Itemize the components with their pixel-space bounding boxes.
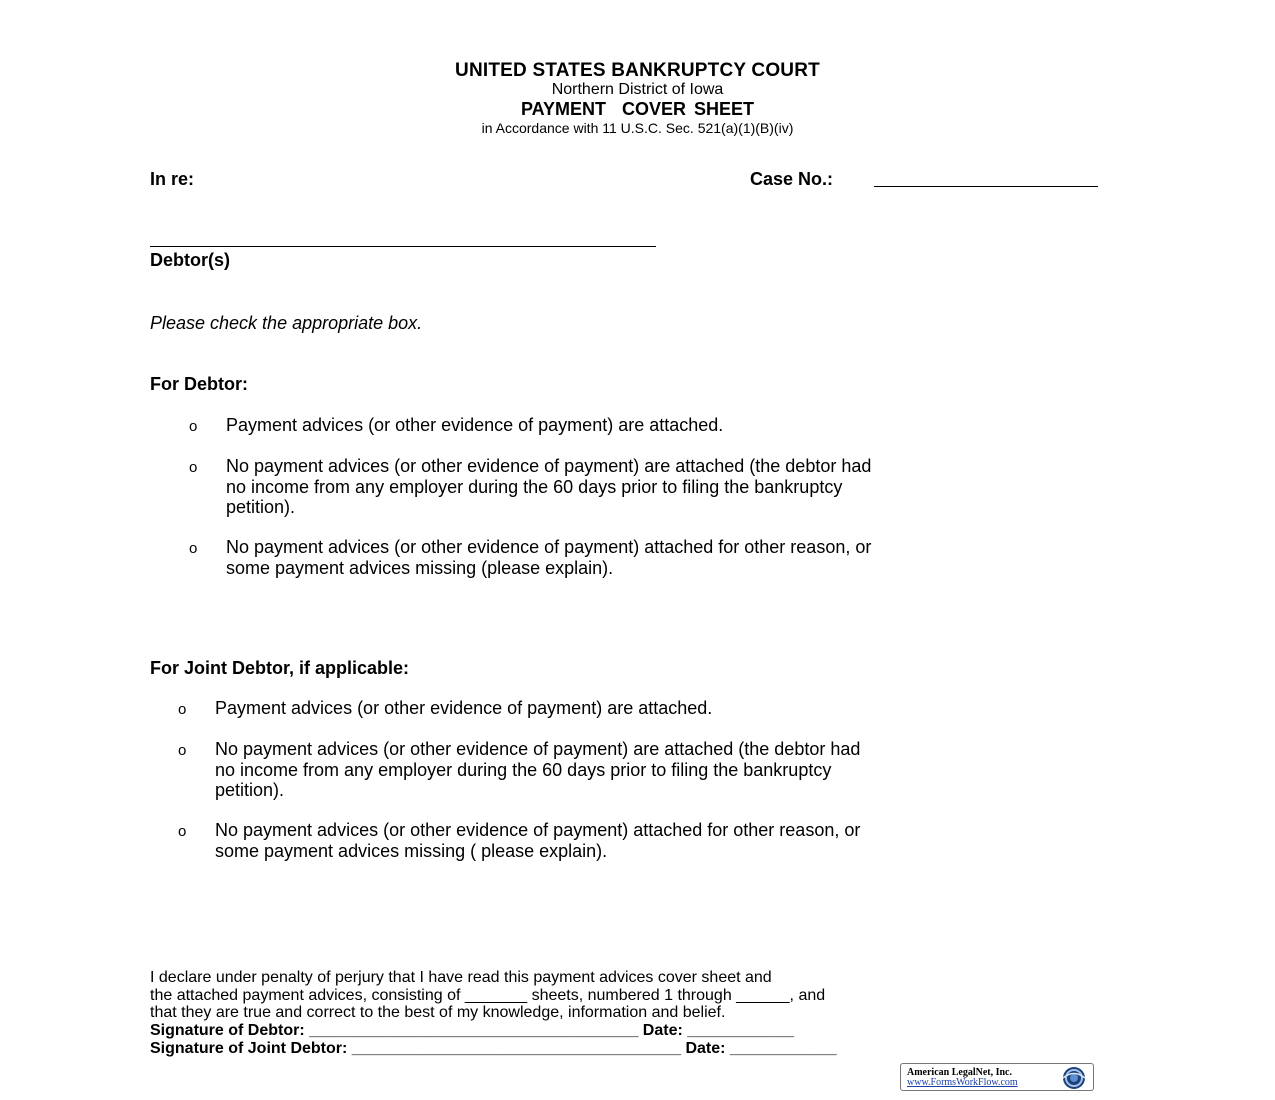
declaration-text: I declare under penalty of perjury that I have read this payment advices cover sheet and the attached payment advices, consisting of _______ sheets, numbered 1 through ______, and that they are true and correct to the best of my knowledge, information and belief. xyxy=(150,969,826,1021)
form-subtitle: in Accordance with 11 U.S.C. Sec. 521(a)(1)(B)(iv) xyxy=(481,120,794,136)
joint-debtor-signature-line[interactable]: Signature of Joint Debtor: _____________________________________ Date: ____________ xyxy=(150,1040,837,1057)
globe-icon xyxy=(1057,1065,1091,1091)
court-title: UNITED STATES BANKRUPTCY COURT xyxy=(455,60,820,81)
debtor-option-1-text: Payment advices (or other evidence of payment) are attached. xyxy=(226,415,724,435)
joint-option-3-radio[interactable]: o xyxy=(178,823,187,840)
debtor-option-3-radio[interactable]: o xyxy=(189,540,198,557)
form-title: PAYMENT COVER SHEET xyxy=(520,99,755,119)
debtor-option-1-radio[interactable]: o xyxy=(189,418,198,435)
joint-option-1-text: Payment advices (or other evidence of payment) are attached. xyxy=(215,698,713,718)
case-no-field[interactable] xyxy=(874,186,1098,187)
case-no-label: Case No.: xyxy=(750,169,834,189)
joint-option-3-text: No payment advices (or other evidence of payment) attached for other reason, or some payment advices missing ( please explain). xyxy=(215,820,861,861)
debtor-option-2-text: No payment advices (or other evidence of payment) are attached (the debtor had no income from any employer during the 60 days prior to filing the bankruptcy petition). xyxy=(226,456,872,517)
district-name: Northern District of Iowa xyxy=(551,81,724,98)
joint-option-1-radio[interactable]: o xyxy=(178,701,187,718)
debtor-name-field[interactable] xyxy=(150,246,656,247)
in-re-label: In re: xyxy=(150,169,195,189)
debtor-option-2-radio[interactable]: o xyxy=(189,459,198,476)
joint-option-2-text: No payment advices (or other evidence of payment) are attached (the debtor had no income from any employer during the 60 days prior to filing the bankruptcy petition). xyxy=(215,739,861,800)
debtor-heading: For Debtor: xyxy=(150,374,248,394)
logo-url-link[interactable]: www.FormsWorkFlow.com xyxy=(907,1077,1018,1088)
joint-debtor-heading: For Joint Debtor, if applicable: xyxy=(150,658,410,678)
debtors-label: Debtor(s) xyxy=(150,250,230,270)
logo-company-name: American LegalNet, Inc. xyxy=(907,1067,1012,1078)
joint-option-2-radio[interactable]: o xyxy=(178,742,187,759)
debtor-option-3-text: No payment advices (or other evidence of payment) attached for other reason, or some payment advices missing (please explain). xyxy=(226,537,872,578)
debtor-signature-line[interactable]: Signature of Debtor: _____________________________________ Date: ____________ xyxy=(150,1022,795,1039)
instruction-text: Please check the appropriate box. xyxy=(150,313,423,333)
american-legalnet-logo[interactable] xyxy=(900,1063,1094,1091)
